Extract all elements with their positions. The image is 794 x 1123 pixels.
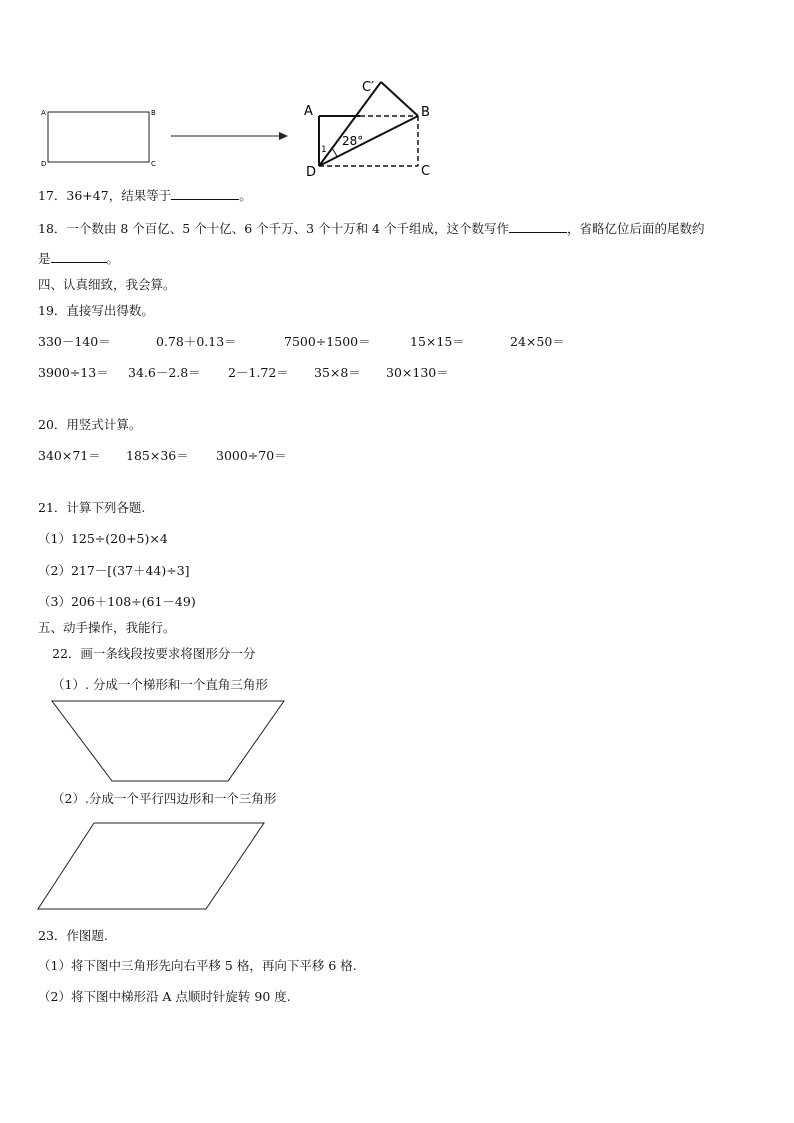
q23-part-1: （1）将下图中三角形先向右平移 5 格，再向下平移 6 格. <box>38 958 357 973</box>
fold-label-d: D <box>306 165 317 180</box>
q22-title: 22．画一条线段按要求将图形分一分 <box>52 646 256 661</box>
q17-end: 。 <box>239 188 252 203</box>
q20-item: 340×71＝ <box>38 448 101 463</box>
q18-line2: 是 <box>38 251 51 266</box>
rectangle-abcd <box>48 112 149 162</box>
q19-item: 330－140＝ <box>38 334 111 349</box>
q18-text: 18．一个数由 8 个百亿、5 个十亿、6 个千万、3 个十万和 4 个千组成，这个数写作 <box>38 221 509 236</box>
fold-angle-1: 1 <box>321 145 327 155</box>
q21-item-2: （2）217－[(37＋44)÷3] <box>38 563 190 578</box>
section-5-heading: 五、动手操作，我能行。 <box>38 620 176 635</box>
q19-item: 3900÷13＝ <box>38 365 109 380</box>
fold-label-b: B <box>421 105 430 120</box>
q19-item: 15×15＝ <box>410 334 465 349</box>
q21-title: 21．计算下列各题. <box>38 500 146 515</box>
trapezoid-shape <box>52 701 284 781</box>
fold-c-prime-b <box>381 82 418 116</box>
q19-item: 34.6－2.8＝ <box>128 365 201 380</box>
fold-label-c: C <box>421 164 431 179</box>
question-18-line2 <box>38 250 119 267</box>
q21-item-3: （3）206＋108÷(61－49) <box>38 594 196 609</box>
angle-arc <box>332 148 337 157</box>
q19-item: 7500÷1500＝ <box>284 334 371 349</box>
q19-item: 2－1.72＝ <box>228 365 289 380</box>
q19-item: 35×8＝ <box>314 365 361 380</box>
q19-item: 24×50＝ <box>510 334 565 349</box>
rect-label-b: B <box>151 109 156 117</box>
q23-title: 23．作图题. <box>38 928 108 943</box>
q18-line2-end: 。 <box>106 251 120 266</box>
q17-answer-blank[interactable] <box>171 187 239 200</box>
parallelogram-shape <box>38 823 264 909</box>
q23-part-2: （2）将下图中梯形沿 A 点顺时针旋转 90 度. <box>38 989 291 1004</box>
rect-label-c: C <box>151 160 156 168</box>
q21-item-1: （1）125÷(20+5)×4 <box>38 531 168 546</box>
fold-angle-28: 28° <box>342 134 364 148</box>
arrow-head <box>279 132 288 140</box>
q19-item: 0.78＋0.13＝ <box>156 334 237 349</box>
q18-mid: ，省略亿位后面的尾数约 <box>567 221 705 236</box>
q18-blank-1[interactable] <box>509 220 567 233</box>
q20-items <box>38 448 309 464</box>
fold-label-a: A <box>304 104 313 119</box>
q19-title: 19．直接写出得数。 <box>38 303 154 318</box>
q19-row-1 <box>38 334 587 350</box>
q20-item: 185×36＝ <box>126 448 189 463</box>
q18-blank-2[interactable] <box>51 250 107 263</box>
rect-label-a: A <box>41 109 46 117</box>
q19-row-2 <box>38 365 471 381</box>
question-17 <box>38 187 252 204</box>
q17-text: 17．36+47，结果等于 <box>38 188 172 203</box>
q19-item: 30×130＝ <box>386 365 449 380</box>
q22-part-2: （2）.分成一个平行四边形和一个三角形 <box>52 791 277 806</box>
q20-title: 20．用竖式计算。 <box>38 417 142 432</box>
fold-label-c-prime: C′ <box>362 80 375 95</box>
section-4-heading: 四、认真细致，我会算。 <box>38 277 176 292</box>
q20-item: 3000÷70＝ <box>216 448 287 463</box>
question-18-line1 <box>38 220 705 237</box>
rect-label-d: D <box>41 160 47 168</box>
fold-diagonal-db <box>319 116 418 166</box>
q22-part-1: （1）. 分成一个梯形和一个直角三角形 <box>52 677 268 692</box>
